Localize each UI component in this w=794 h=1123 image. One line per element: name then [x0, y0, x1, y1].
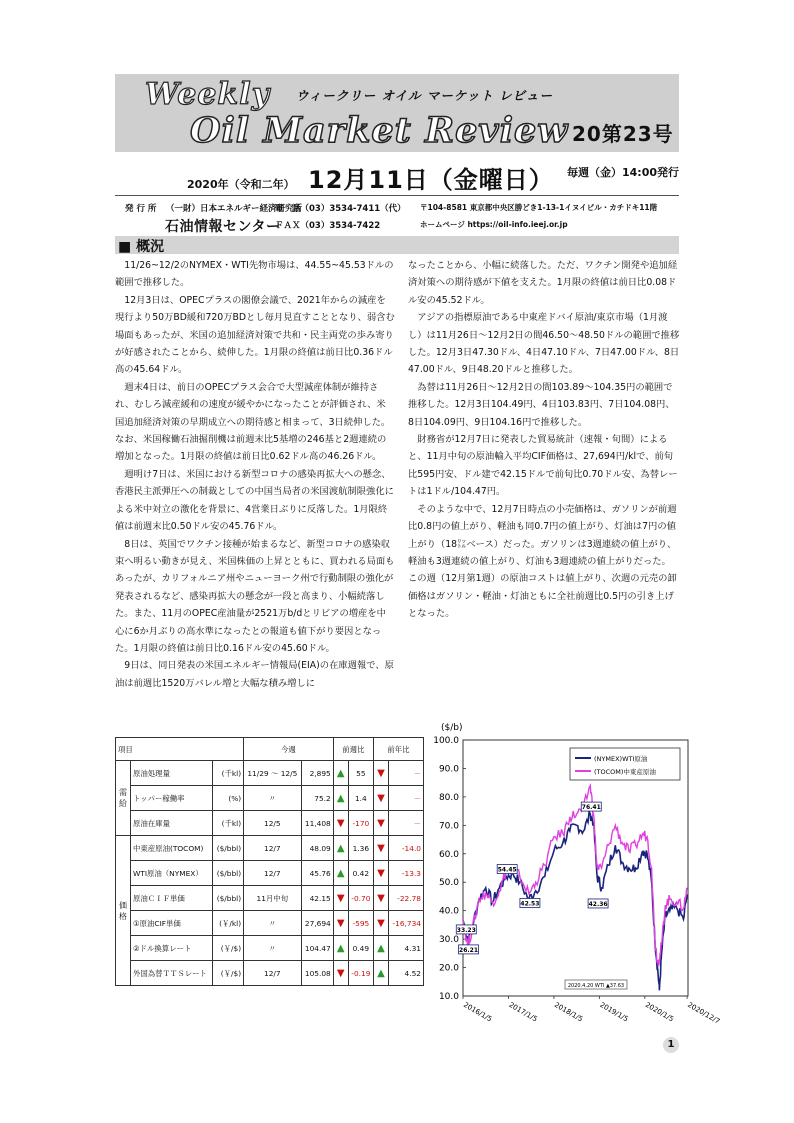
down-arrow-icon: ▼: [377, 767, 385, 779]
y-tick-label: 100.0: [433, 736, 459, 746]
cell-unit: (千kl): [213, 761, 244, 786]
publisher-homepage: ホームページ https://oil-info.ieej.or.jp: [420, 220, 568, 229]
down-arrow-icon: ▼: [336, 967, 345, 979]
y-tick-label: 30.0: [438, 935, 459, 946]
cell-prev-year-arrow: [373, 786, 388, 811]
table-row: [116, 761, 424, 786]
paragraph: 週明け7日は、米国における新型コロナの感染再拡大への懸念、香港民主派弾圧への制裁としての中国当局者の米国渡航制限強化による米中対立の激化を背景に、4営業日ぶりに反落した。1月限終値は前週末比0.50ドル安の45.76ドル。: [115, 468, 394, 533]
publisher-fax: ＦＡＸ（03）3534-7422: [275, 221, 381, 231]
cell-unit: ($/bbl): [213, 886, 244, 911]
up-arrow-icon: ▲: [377, 942, 385, 954]
cell-item-name: 中東産原油(TOCOM): [131, 836, 213, 861]
masthead-subtitle: ウィークリー オイル マーケット レビュー: [296, 88, 554, 103]
cell-value: 48.09: [301, 836, 333, 861]
x-tick-label: 2017/1/5: [507, 1000, 539, 1024]
up-arrow-icon: ▲: [336, 942, 345, 954]
y-tick-label: 80.0: [438, 792, 459, 803]
cell-prev-year-arrow: [373, 936, 388, 961]
table-row: [116, 786, 424, 811]
table-header-row: [116, 738, 424, 761]
down-arrow-icon: ▼: [377, 842, 385, 854]
page-number: 1: [663, 1037, 679, 1053]
cell-change: -0.70: [348, 886, 373, 911]
cell-item-name: 原油処理量: [131, 761, 213, 786]
cell-change-arrow: [333, 836, 348, 861]
cell-change-arrow: [333, 911, 348, 936]
cell-item-name: ②ドル換算レート: [131, 936, 213, 961]
cell-prev-year: -22.78: [388, 886, 423, 911]
cell-change-arrow: [333, 886, 348, 911]
cell-period: 〃: [244, 936, 301, 961]
up-arrow-icon: ▲: [336, 767, 345, 779]
paragraph: 8日は、英国でワクチン接種が始まるなど、新型コロナの感染収束へ明るい動きが見え、米国株価の上昇とともに、買われる局面もあったが、カリフォルニア州やニューヨーク州で行動制限の強化が発表されるなど、感染再拡大の懸念が一段と高まり、小幅続落した。また、11月のOPEC産油量が2521万b/dとリビアの増産を中心に6か月ぶりの高水準になったとの報道も値下がり要因となった。1月限の終値は前日比0.16ドル安の45.60ドル。: [115, 538, 395, 654]
cell-unit: ($/bbl): [213, 836, 244, 861]
annotation-label: 33.23: [456, 926, 476, 934]
header-prev-year: 前年比: [373, 738, 423, 761]
header-item: 項目: [116, 738, 244, 761]
up-arrow-icon: ▲: [377, 967, 385, 979]
cell-prev-year: -13.3: [388, 861, 423, 886]
cell-item-name: 原油在庫量: [131, 811, 213, 836]
issue-date: 12月11日（金曜日）: [308, 166, 554, 194]
header-change: 前週比: [333, 738, 373, 761]
down-arrow-icon: ▼: [336, 892, 345, 904]
x-tick-label: 2020/12/7: [686, 1000, 722, 1026]
cell-prev-year: 4.52: [388, 961, 423, 986]
y-tick-label: 70.0: [438, 821, 459, 832]
cell-value: 45.76: [301, 861, 333, 886]
annotation-label: 54.45: [497, 866, 517, 874]
down-arrow-icon: ▼: [377, 917, 385, 929]
annotation-label: 2020.4.20 WTI ▲37.63: [567, 983, 625, 989]
cell-change-arrow: [333, 961, 348, 986]
table-row: [116, 836, 424, 861]
cell-prev-year-arrow: [373, 886, 388, 911]
cell-unit: (%): [213, 786, 244, 811]
down-arrow-icon: ▼: [377, 892, 385, 904]
x-tick-label: 2020/1/5: [643, 1000, 676, 1024]
cell-period: 11月中旬: [244, 886, 301, 911]
y-tick-label: 50.0: [438, 878, 459, 889]
cell-value: 11,408: [301, 811, 333, 836]
cell-unit: (￥/$): [213, 961, 244, 986]
legend-label-wti: (NYMEX)WTI原油: [594, 755, 648, 763]
cell-prev-year: －: [388, 786, 423, 811]
cell-prev-year-arrow: [373, 861, 388, 886]
table-row: [116, 861, 424, 886]
y-tick-label: 20.0: [438, 963, 459, 974]
cell-prev-year: －: [388, 811, 423, 836]
cell-item-name: 外国為替ＴＴＳレート: [131, 961, 213, 986]
body-column-left: [115, 257, 395, 692]
table-row: [116, 961, 424, 986]
group-label-supply: 需給: [116, 761, 131, 836]
cell-value: 105.08: [301, 961, 333, 986]
cell-change: 1.36: [348, 836, 373, 861]
publish-schedule: 毎週（金）14:00発行: [567, 166, 680, 179]
masthead-title: Oil Market Review: [190, 110, 569, 151]
cell-period: 12/7: [244, 961, 301, 986]
cell-prev-year: －: [388, 761, 423, 786]
annotation-label: 26.21: [459, 946, 479, 954]
paragraph: 為替は11月26日～12月2日の間103.89～104.35円の範囲で推移した。12月3日104.49円、4日103.83円、7日104.08円、8日104.09円、9日104.16円で推移した。: [408, 381, 675, 428]
cell-value: 2,895: [301, 761, 333, 786]
cell-item-name: ①原油CIF単価: [131, 911, 213, 936]
paragraph: 11/26~12/2のNYMEX・WTI先物市場は、44.55~45.53ドルの範囲で推移した。: [115, 260, 394, 289]
cell-change: 0.42: [348, 861, 373, 886]
cell-value: 42.15: [301, 886, 333, 911]
issue-year: 2020年（令和二年）: [187, 178, 295, 191]
x-tick-label: 2016/1/5: [462, 1000, 494, 1024]
paragraph: 財務省が12月7日に発表した貿易統計（速報・旬間）によると、11月中旬の原油輸入平均CIF価格は、27,694円/klで、前旬比595円安、ドル建で42.15ドルで前旬比0.70ドル安、為替レートは1ドル/104.47円。: [408, 434, 678, 498]
header-latest: 今週: [244, 738, 334, 761]
cell-value: 27,694: [301, 911, 333, 936]
cell-prev-year-arrow: [373, 761, 388, 786]
cell-unit: (千kl): [213, 811, 244, 836]
table-row: [116, 911, 424, 936]
cell-prev-year: 4.31: [388, 936, 423, 961]
cell-change-arrow: [333, 811, 348, 836]
masthead-weekly: Weekly: [145, 77, 271, 112]
annotation-label: 42.36: [588, 900, 608, 908]
market-data-table: [115, 737, 424, 986]
cell-change: -0.19: [348, 961, 373, 986]
body-column-right: [408, 257, 680, 623]
down-arrow-icon: ▼: [336, 917, 345, 929]
cell-prev-year-arrow: [373, 811, 388, 836]
cell-value: 104.47: [301, 936, 333, 961]
cell-unit: (￥/kl): [213, 911, 244, 936]
paragraph: 週末4日は、前日のOPECプラス会合で大型減産体制が維持され、むしろ減産緩和の速度が緩やかになったことが評価され、米国追加経済対策の早期成立への期待感と相まって、3日続伸した。なお、米国稼働石油掘削機は前週末比5基増の246基と2週連続の増加となった。1月限の終値は前日比0.62ドル高の46.26ドル。: [115, 381, 391, 463]
annotation-label: 76.41: [581, 804, 601, 812]
cell-prev-year: -14.0: [388, 836, 423, 861]
header-divider: [115, 195, 679, 196]
cell-change: 1.4: [348, 786, 373, 811]
cell-value: 75.2: [301, 786, 333, 811]
group-label-price: 価格: [116, 836, 131, 986]
cell-change: 0.49: [348, 936, 373, 961]
paragraph: 12月3日は、OPECプラスの閣僚会議で、2021年からの減産を現行より50万BD緩和720万BDとし毎月見直すこととなり、弱含む場面もあったが、米国の追加経済対策で共和・民主両党の歩み寄りが好感されたことから、続伸した。1月限の終値は前日比0.36ドル高の45.64ドル。: [115, 294, 395, 376]
up-arrow-icon: ▲: [336, 792, 345, 804]
annotation-label: 42.53: [520, 900, 540, 908]
section-header-bar: [115, 236, 679, 254]
cell-prev-year: -16,734: [388, 911, 423, 936]
cell-item-name: WTI原油（NYMEX）: [131, 861, 213, 886]
cell-item-name: トッパー稼働率: [131, 786, 213, 811]
down-arrow-icon: ▼: [377, 817, 385, 829]
down-arrow-icon: ▼: [377, 867, 385, 879]
legend-label-tocom: (TOCOM)中東産原油: [594, 768, 656, 776]
down-arrow-icon: ▼: [336, 817, 345, 829]
cell-prev-year-arrow: [373, 911, 388, 936]
cell-period: 〃: [244, 786, 301, 811]
cell-period: 〃: [244, 911, 301, 936]
cell-period: 12/7: [244, 861, 301, 886]
cell-change-arrow: [333, 861, 348, 886]
x-tick-label: 2018/1/5: [552, 1000, 585, 1024]
publisher-center: 石油情報センター: [165, 219, 281, 235]
cell-prev-year-arrow: [373, 961, 388, 986]
y-tick-label: 90.0: [438, 764, 459, 775]
publisher-tel: 電 話（03）3534-7411（代）: [275, 204, 406, 214]
up-arrow-icon: ▲: [336, 842, 345, 854]
cell-period: 11/29 ～ 12/5: [244, 761, 301, 786]
cell-change: -595: [348, 911, 373, 936]
cell-change-arrow: [333, 761, 348, 786]
cell-period: 12/5: [244, 811, 301, 836]
publisher-label: 発 行 所: [125, 204, 157, 214]
paragraph: なったことから、小幅に続落した。ただ、ワクチン開発や追加経済対策への期待感が下値を支えた。1月限の終値は前日比0.08ドル安の45.52ドル。: [408, 260, 678, 306]
cell-change-arrow: [333, 936, 348, 961]
oil-price-chart: [425, 718, 722, 1030]
cell-unit: (￥/$): [213, 936, 244, 961]
table-row: [116, 811, 424, 836]
cell-prev-year-arrow: [373, 836, 388, 861]
cell-unit: ($/bbl): [213, 861, 244, 886]
table-row: [116, 936, 424, 961]
publisher-org: （一財）日本エネルギー経済研究所: [166, 204, 303, 214]
x-tick-label: 2019/1/5: [598, 1000, 630, 1024]
cell-change-arrow: [333, 786, 348, 811]
up-arrow-icon: ▲: [336, 867, 345, 879]
publisher-address: 〒104-8581 東京都中央区勝どき1-13-1イヌイビル・カチドキ11階: [420, 203, 658, 212]
chart-ylabel: ($/b): [441, 723, 463, 733]
paragraph: 9日は、同日発表の米国エネルギー情報局(EIA)の在庫週報で、原油は前週比1520万バレル増と大幅な積み増しに: [115, 660, 394, 689]
y-tick-label: 60.0: [438, 849, 459, 860]
cell-period: 12/7: [244, 836, 301, 861]
y-tick-label: 40.0: [438, 906, 459, 917]
y-tick-label: 10.0: [438, 992, 459, 1002]
cell-change: -170: [348, 811, 373, 836]
paragraph: そのような中で、12月7日時点の小売価格は、ガソリンが前週比0.8円の値上がり、軽油も同0.7円の値上がり、灯油は7円の値上がり（18㍑ベース）だった。ガソリンは3週連続の値上がり、軽油も3週連続の値上がり、灯油も3週連続の値上がりだった。この週（12月第1週）の原油コストは値上がり、次週の元売の卸価格はガソリン・軽油・灯油ともに全社前週比0.5円の引き上げとなった。: [408, 503, 677, 620]
section-title: ■ 概況: [118, 239, 165, 255]
cell-item-name: 原油ＣＩＦ単価: [131, 886, 213, 911]
cell-change: 55: [348, 761, 373, 786]
issue-number: 20第23号: [572, 122, 674, 146]
paragraph: アジアの指標原油である中東産ドバイ原油/東京市場（1月渡し）は11月26日～12月2日の間46.50～48.50ドルの範囲で推移した。12月3日47.30ドル、4日47.10ドル、7日47.00ドル、8日47.00ドル、9日48.20ドルと推移した。: [408, 312, 680, 376]
down-arrow-icon: ▼: [377, 792, 385, 804]
table-row: [116, 886, 424, 911]
